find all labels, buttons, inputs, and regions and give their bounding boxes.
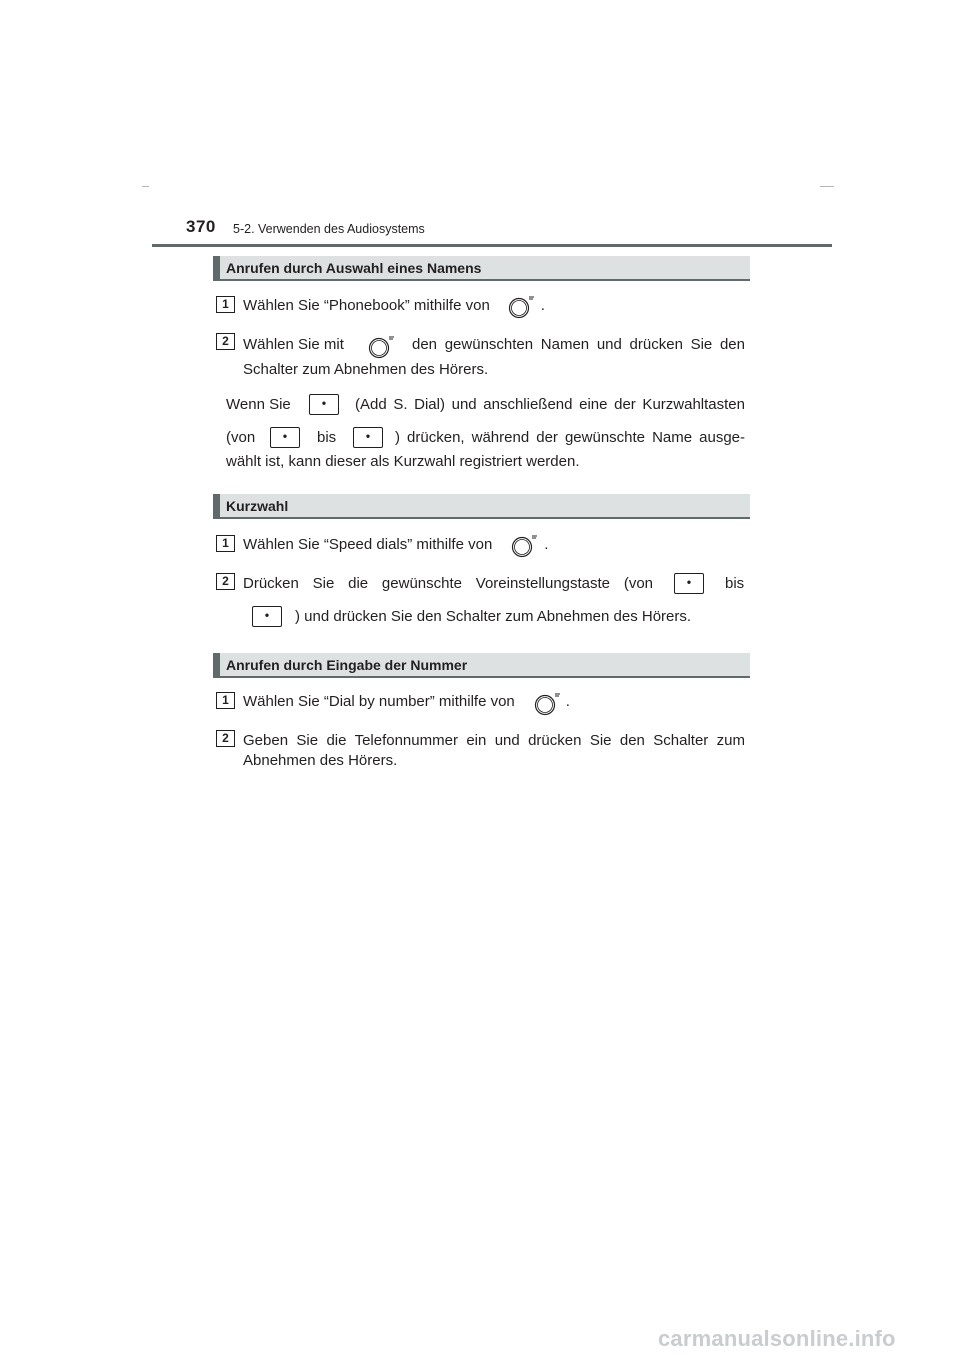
step-text-part: . [540, 297, 545, 314]
crop-mark-right [820, 186, 834, 187]
tune-dial-icon [533, 690, 563, 716]
crop-mark-left [142, 186, 149, 187]
step-text [243, 297, 545, 314]
preset-button-icon: • [309, 394, 339, 415]
step-text-part: . [544, 536, 549, 553]
preset-button-icon: • [270, 427, 300, 448]
note-text [317, 429, 336, 446]
step-number: 1 [216, 296, 235, 313]
page-number: 370 [186, 217, 216, 236]
note-text-part: (von [226, 429, 256, 446]
step-text-part: Wählen Sie “Phonebook” mithilfe von [243, 297, 490, 314]
step-text-part: Drücken Sie die gewünschte Voreinstellungstaste (von [243, 575, 653, 592]
section-heading-speed-dial [213, 494, 750, 519]
preset-button-icon: • [674, 573, 704, 594]
note-text: wählt ist, kann dieser als Kurzwahl registriert werden. [226, 453, 580, 470]
step-number: 1 [216, 692, 235, 709]
step-number: 2 [216, 573, 235, 590]
step-text: Abnehmen des Hörers. [243, 752, 398, 769]
step-text [243, 575, 653, 592]
header-rule [152, 244, 832, 247]
step-text-part: . [565, 693, 570, 710]
section-heading-dial-number [213, 653, 750, 678]
step-text [243, 693, 570, 710]
step-text [243, 336, 344, 353]
step-number: 2 [216, 730, 235, 747]
step-number: 2 [216, 333, 235, 350]
step-text-part: Geben Sie die Telefonnummer ein und drücken Sie den Schalter zum [243, 732, 745, 749]
preset-button-icon: • [252, 606, 282, 627]
section-title: Anrufen durch Auswahl eines Namens [226, 260, 482, 276]
note-text-part: bis [317, 429, 337, 446]
step-text [412, 336, 745, 353]
section-title: Kurzwahl [226, 498, 289, 514]
step-text: Schalter zum Abnehmen des Hörers. [243, 361, 489, 378]
step-text: ) und drücken Sie den Schalter zum Abnehmen des Hörers. [295, 608, 692, 625]
step-text-part: Wählen Sie mit [243, 336, 344, 353]
note-text [355, 396, 745, 413]
tune-dial-icon [507, 293, 537, 319]
section-title: Anrufen durch Eingabe der Nummer [226, 657, 468, 673]
section-heading-select-name [213, 256, 750, 281]
step-text-part: Wählen Sie “Dial by number” mithilfe von [243, 693, 515, 710]
step-text-part: Wählen Sie “Speed dials” mithilfe von [243, 536, 493, 553]
preset-button-icon: • [353, 427, 383, 448]
tune-dial-icon [367, 333, 397, 359]
note-text-part: (Add S. Dial) und anschließend eine der Kurzwahltasten [355, 396, 745, 413]
step-text-part: den gewünschten Namen und drücken Sie den [412, 336, 745, 353]
step-text [243, 732, 745, 749]
step-text: bis [725, 575, 745, 592]
watermark-logo: carmanualsonline.info [658, 1326, 896, 1351]
running-head: 5-2. Verwenden des Audiosystems [233, 222, 425, 236]
note-text-part: Wenn Sie [226, 396, 291, 413]
note-text [226, 396, 291, 413]
tune-dial-icon [510, 532, 540, 558]
note-text-part: ) drücken, während der gewünschte Name ausge- [395, 429, 745, 446]
note-text [226, 429, 255, 446]
step-number: 1 [216, 535, 235, 552]
note-text [395, 429, 745, 446]
step-text [243, 536, 548, 553]
